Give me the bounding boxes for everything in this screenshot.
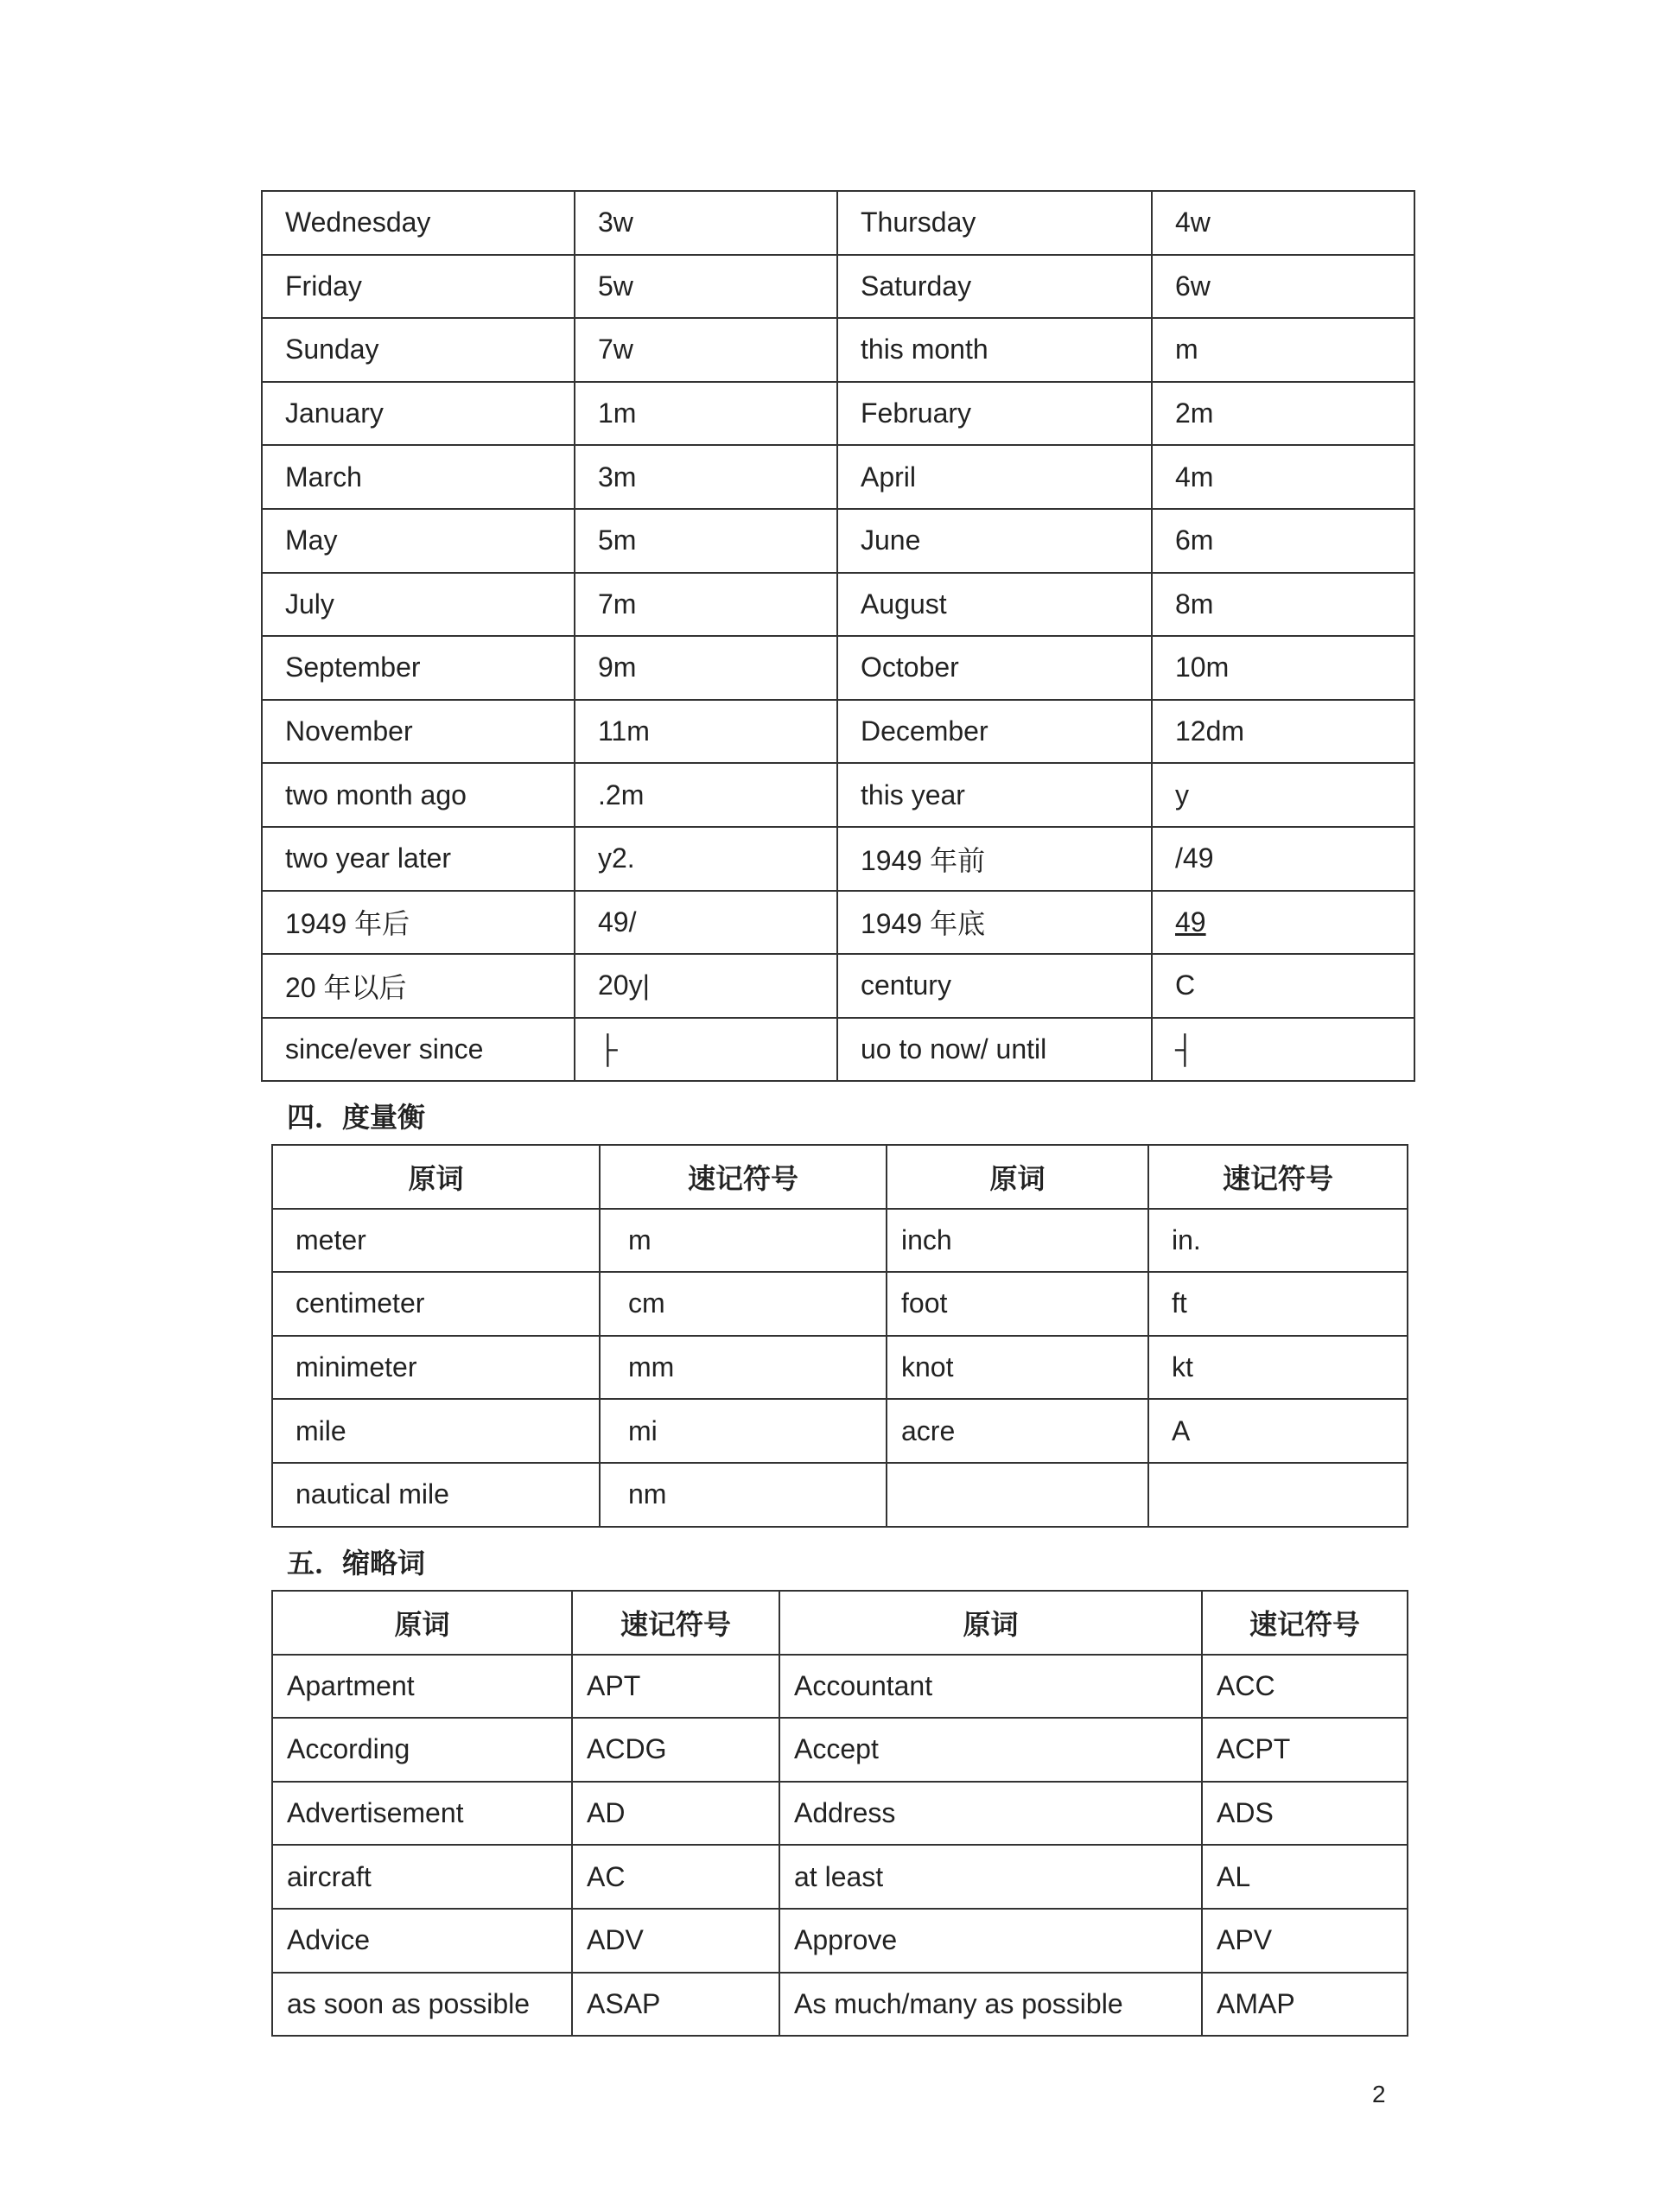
symbol-cell: 3m xyxy=(575,445,837,509)
symbol-cell: 1m xyxy=(575,382,837,446)
symbol-cell: ACC xyxy=(1202,1655,1408,1719)
word-cell: Sunday xyxy=(262,318,575,382)
word-cell: two year later xyxy=(262,827,575,891)
word-cell: Apartment xyxy=(272,1655,572,1719)
section-title-abbreviations: 五．缩略词 xyxy=(287,1547,426,1580)
word-cell: September xyxy=(262,636,575,700)
symbol-cell: 3w xyxy=(575,191,837,255)
word-cell: Advertisement xyxy=(272,1782,572,1846)
symbol-cell: 4w xyxy=(1152,191,1414,255)
word-cell: since/ever since xyxy=(262,1018,575,1082)
word-cell: Saturday xyxy=(837,255,1152,319)
symbol-cell: ACPT xyxy=(1202,1718,1408,1782)
symbol-cell: ┤ xyxy=(1152,1018,1414,1082)
section-title-measurement: 四．度量衡 xyxy=(287,1101,426,1134)
word-cell: July xyxy=(262,573,575,637)
table-row xyxy=(262,255,1414,319)
word-cell: March xyxy=(262,445,575,509)
word-cell: August xyxy=(837,573,1152,637)
table-row xyxy=(272,1718,1408,1782)
table-row xyxy=(262,445,1414,509)
symbol-cell: APV xyxy=(1202,1909,1408,1973)
table-row xyxy=(262,700,1414,764)
word-cell: Friday xyxy=(262,255,575,319)
symbol-cell: AC xyxy=(572,1845,779,1909)
table-row xyxy=(272,1655,1408,1719)
table-row xyxy=(262,382,1414,446)
word-cell: acre xyxy=(887,1399,1148,1463)
word-cell: As much/many as possible xyxy=(779,1973,1202,2037)
table-row xyxy=(272,1973,1408,2037)
word-cell: 1949 年后 xyxy=(262,891,575,955)
symbol-cell: ├ xyxy=(575,1018,837,1082)
symbol-cell: y2. xyxy=(575,827,837,891)
word-cell: December xyxy=(837,700,1152,764)
symbol-cell: 8m xyxy=(1152,573,1414,637)
word-cell: January xyxy=(262,382,575,446)
word-cell: 20 年以后 xyxy=(262,954,575,1018)
table-row xyxy=(272,1782,1408,1846)
abbreviation-table xyxy=(271,1590,1408,2037)
word-cell: centimeter xyxy=(272,1272,600,1336)
symbol-cell: y xyxy=(1152,763,1414,827)
word-cell: nautical mile xyxy=(272,1463,600,1527)
table-row xyxy=(272,1399,1408,1463)
symbol-cell: AD xyxy=(572,1782,779,1846)
word-cell: Wednesday xyxy=(262,191,575,255)
time-shorthand-table xyxy=(261,190,1415,1082)
column-header: 速记符号 xyxy=(1148,1145,1408,1209)
symbol-cell: ACDG xyxy=(572,1718,779,1782)
word-cell: inch xyxy=(887,1209,1148,1273)
word-cell: 1949 年前 xyxy=(837,827,1152,891)
column-header: 速记符号 xyxy=(1202,1591,1408,1655)
page-number: 2 xyxy=(1372,2081,1386,2107)
symbol-cell: mm xyxy=(600,1336,887,1400)
word-cell: at least xyxy=(779,1845,1202,1909)
table-row xyxy=(262,573,1414,637)
table-row xyxy=(272,1272,1408,1336)
symbol-cell: ADV xyxy=(572,1909,779,1973)
symbol-cell: 9m xyxy=(575,636,837,700)
symbol-cell: in. xyxy=(1148,1209,1408,1273)
symbol-cell: 5m xyxy=(575,509,837,573)
symbol-cell: 6w xyxy=(1152,255,1414,319)
word-cell: According xyxy=(272,1718,572,1782)
word-cell: 1949 年底 xyxy=(837,891,1152,955)
table-row xyxy=(262,318,1414,382)
symbol-cell: 4m xyxy=(1152,445,1414,509)
table-row xyxy=(262,891,1414,955)
table-row xyxy=(262,954,1414,1018)
symbol-cell: 10m xyxy=(1152,636,1414,700)
symbol-cell: m xyxy=(600,1209,887,1273)
word-cell: two month ago xyxy=(262,763,575,827)
word-cell: May xyxy=(262,509,575,573)
symbol-cell: ADS xyxy=(1202,1782,1408,1846)
symbol-cell: A xyxy=(1148,1399,1408,1463)
symbol-cell: cm xyxy=(600,1272,887,1336)
symbol-cell xyxy=(1148,1463,1408,1527)
column-header: 速记符号 xyxy=(572,1591,779,1655)
column-header: 原词 xyxy=(272,1145,600,1209)
word-cell: this month xyxy=(837,318,1152,382)
word-cell: Advice xyxy=(272,1909,572,1973)
symbol-cell: 7w xyxy=(575,318,837,382)
table-row xyxy=(262,763,1414,827)
table-row xyxy=(272,1209,1408,1273)
symbol-cell: mi xyxy=(600,1399,887,1463)
symbol-cell: m xyxy=(1152,318,1414,382)
column-header: 原词 xyxy=(272,1591,572,1655)
table-header-row xyxy=(272,1591,1408,1655)
symbol-cell: 49/ xyxy=(575,891,837,955)
word-cell: foot xyxy=(887,1272,1148,1336)
symbol-cell: 49 xyxy=(1152,891,1414,955)
measurement-table xyxy=(271,1144,1408,1528)
word-cell: November xyxy=(262,700,575,764)
table-header-row xyxy=(272,1145,1408,1209)
table-row xyxy=(272,1845,1408,1909)
word-cell: June xyxy=(837,509,1152,573)
symbol-cell: 6m xyxy=(1152,509,1414,573)
word-cell: aircraft xyxy=(272,1845,572,1909)
symbol-cell: 12dm xyxy=(1152,700,1414,764)
table-row xyxy=(262,827,1414,891)
word-cell: Accept xyxy=(779,1718,1202,1782)
word-cell: this year xyxy=(837,763,1152,827)
word-cell: mile xyxy=(272,1399,600,1463)
word-cell: October xyxy=(837,636,1152,700)
symbol-cell: ft xyxy=(1148,1272,1408,1336)
symbol-cell: ASAP xyxy=(572,1973,779,2037)
word-cell: Thursday xyxy=(837,191,1152,255)
word-cell: Address xyxy=(779,1782,1202,1846)
word-cell: meter xyxy=(272,1209,600,1273)
symbol-cell: 5w xyxy=(575,255,837,319)
word-cell: uo to now/ until xyxy=(837,1018,1152,1082)
word-cell: Accountant xyxy=(779,1655,1202,1719)
word-cell: Approve xyxy=(779,1909,1202,1973)
word-cell: as soon as possible xyxy=(272,1973,572,2037)
table-row xyxy=(272,1909,1408,1973)
symbol-cell: 7m xyxy=(575,573,837,637)
table-row xyxy=(262,1018,1414,1082)
symbol-cell: .2m xyxy=(575,763,837,827)
symbol-cell: 20y| xyxy=(575,954,837,1018)
word-cell: February xyxy=(837,382,1152,446)
table-row xyxy=(262,509,1414,573)
symbol-cell: nm xyxy=(600,1463,887,1527)
table-row xyxy=(272,1463,1408,1527)
word-cell: century xyxy=(837,954,1152,1018)
table-row xyxy=(262,636,1414,700)
symbol-cell: APT xyxy=(572,1655,779,1719)
symbol-cell: /49 xyxy=(1152,827,1414,891)
word-cell: April xyxy=(837,445,1152,509)
table-row xyxy=(272,1336,1408,1400)
symbol-cell: 11m xyxy=(575,700,837,764)
symbol-cell: AMAP xyxy=(1202,1973,1408,2037)
column-header: 原词 xyxy=(779,1591,1202,1655)
column-header: 原词 xyxy=(887,1145,1148,1209)
column-header: 速记符号 xyxy=(600,1145,887,1209)
symbol-cell: 2m xyxy=(1152,382,1414,446)
symbol-cell: AL xyxy=(1202,1845,1408,1909)
symbol-cell: C xyxy=(1152,954,1414,1018)
symbol-cell: kt xyxy=(1148,1336,1408,1400)
word-cell: knot xyxy=(887,1336,1148,1400)
word-cell xyxy=(887,1463,1148,1527)
word-cell: minimeter xyxy=(272,1336,600,1400)
table-row xyxy=(262,191,1414,255)
